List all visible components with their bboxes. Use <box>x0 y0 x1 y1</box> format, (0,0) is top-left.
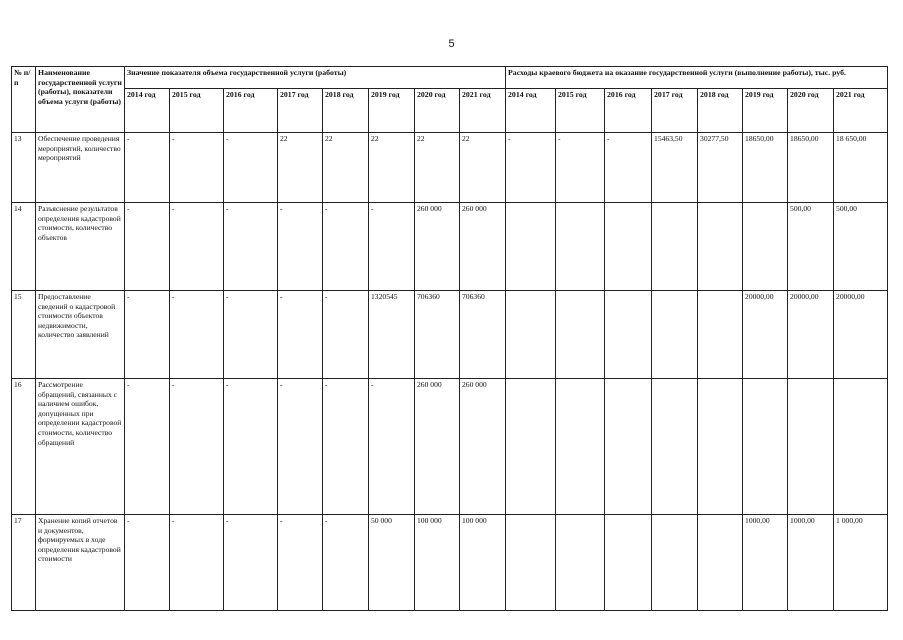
expense-cell: 20000,00 <box>788 291 834 379</box>
header-expense-year: 2018 год <box>698 89 743 133</box>
value-cell: 22 <box>278 133 323 203</box>
header-value-year: 2017 год <box>278 89 323 133</box>
expense-cell <box>556 379 605 515</box>
expense-cell <box>506 291 556 379</box>
header-value-year: 2015 год <box>170 89 224 133</box>
value-cell: - <box>125 291 170 379</box>
value-cell: 22 <box>415 133 460 203</box>
header-expense-year: 2016 год <box>605 89 652 133</box>
expense-cell: - <box>506 133 556 203</box>
value-cell: - <box>323 291 369 379</box>
value-cell: 706360 <box>415 291 460 379</box>
header-name: Наименование государственной услуги (работы), показатели объема услуги (работы) <box>36 67 125 133</box>
expense-cell <box>698 291 743 379</box>
expense-cell: 15463,50 <box>652 133 698 203</box>
page-number: 5 <box>448 38 455 50</box>
expense-cell <box>834 379 888 515</box>
table-row <box>12 291 888 379</box>
value-cell: 260 000 <box>460 379 506 515</box>
expense-cell <box>605 203 652 291</box>
value-cell: - <box>170 203 224 291</box>
header-no: № п/п <box>12 67 36 133</box>
value-cell: - <box>369 379 415 515</box>
expense-cell: 1000,00 <box>788 515 834 611</box>
value-cell: 1320545 <box>369 291 415 379</box>
table-row <box>12 133 888 203</box>
header-expense-year: 2019 год <box>743 89 788 133</box>
value-cell: 100 000 <box>415 515 460 611</box>
value-cell: 260 000 <box>415 379 460 515</box>
row-number: 16 <box>12 379 36 515</box>
table-row <box>12 515 888 611</box>
row-number: 14 <box>12 203 36 291</box>
expense-cell: 18 650,00 <box>834 133 888 203</box>
header-value-year: 2018 год <box>323 89 369 133</box>
row-name: Разъяснение результатов определения кадастровой стоимости, количество объектов <box>36 203 125 291</box>
value-cell: - <box>170 133 224 203</box>
expense-cell <box>652 379 698 515</box>
expense-cell: - <box>605 133 652 203</box>
value-cell: 706360 <box>460 291 506 379</box>
header-expense-year: 2020 год <box>788 89 834 133</box>
header-value-year: 2020 год <box>415 89 460 133</box>
value-cell: 260 000 <box>460 203 506 291</box>
value-cell: - <box>125 133 170 203</box>
expense-cell: - <box>556 133 605 203</box>
value-cell: - <box>323 203 369 291</box>
expense-cell: 18650,00 <box>743 133 788 203</box>
value-cell: 22 <box>460 133 506 203</box>
expense-cell: 500,00 <box>834 203 888 291</box>
row-number: 15 <box>12 291 36 379</box>
value-cell: - <box>125 515 170 611</box>
expense-cell: 1 000,00 <box>834 515 888 611</box>
expense-cell: 20000,00 <box>834 291 888 379</box>
value-cell: - <box>278 379 323 515</box>
value-cell: 22 <box>369 133 415 203</box>
value-cell: 100 000 <box>460 515 506 611</box>
expense-cell <box>556 291 605 379</box>
expense-cell: 500,00 <box>788 203 834 291</box>
expense-cell <box>506 379 556 515</box>
expense-cell <box>743 203 788 291</box>
row-name: Обеспечение проведения мероприятий, количество мероприятий <box>36 133 125 203</box>
expense-cell <box>605 291 652 379</box>
expense-cell <box>652 515 698 611</box>
header-group-expenses: Расходы краевого бюджета на оказание государственной услуги (выполнение работы), тыс. руб. <box>506 67 888 89</box>
expense-cell <box>652 203 698 291</box>
header-value-year: 2016 год <box>224 89 278 133</box>
value-cell: - <box>224 291 278 379</box>
row-name: Хранение копий отчетов и документов, формируемых в ходе определения кадастровой стоимости <box>36 515 125 611</box>
row-number: 13 <box>12 133 36 203</box>
value-cell: - <box>224 203 278 291</box>
value-cell: - <box>224 133 278 203</box>
expense-cell <box>556 203 605 291</box>
expense-cell <box>788 379 834 515</box>
table-row <box>12 203 888 291</box>
value-cell: - <box>224 515 278 611</box>
expense-cell: 1000,00 <box>743 515 788 611</box>
value-cell: - <box>170 291 224 379</box>
expense-cell <box>605 515 652 611</box>
value-cell: - <box>278 291 323 379</box>
header-value-year: 2014 год <box>125 89 170 133</box>
value-cell: - <box>369 203 415 291</box>
expense-cell <box>698 203 743 291</box>
header-expense-year: 2014 год <box>506 89 556 133</box>
value-cell: 50 000 <box>369 515 415 611</box>
expense-cell <box>698 379 743 515</box>
header-value-year: 2019 год <box>369 89 415 133</box>
value-cell: - <box>278 515 323 611</box>
header-expense-year: 2015 год <box>556 89 605 133</box>
value-cell: - <box>125 203 170 291</box>
value-cell: - <box>323 379 369 515</box>
value-cell: - <box>224 379 278 515</box>
value-cell: - <box>125 379 170 515</box>
budget-table <box>11 66 888 611</box>
row-name: Предоставление сведений о кадастровой стоимости объектов недвижимости, количество заявлений <box>36 291 125 379</box>
expense-cell: 18650,00 <box>788 133 834 203</box>
expense-cell <box>743 379 788 515</box>
expense-cell <box>506 515 556 611</box>
expense-cell <box>506 203 556 291</box>
value-cell: - <box>170 515 224 611</box>
value-cell: - <box>170 379 224 515</box>
value-cell: - <box>278 203 323 291</box>
row-number: 17 <box>12 515 36 611</box>
expense-cell: 20000,00 <box>743 291 788 379</box>
header-value-year: 2021 год <box>460 89 506 133</box>
expense-cell <box>605 379 652 515</box>
value-cell: 22 <box>323 133 369 203</box>
expense-cell: 30277,50 <box>698 133 743 203</box>
header-expense-year: 2021 год <box>834 89 888 133</box>
header-expense-year: 2017 год <box>652 89 698 133</box>
expense-cell <box>556 515 605 611</box>
table-row <box>12 379 888 515</box>
value-cell: - <box>323 515 369 611</box>
expense-cell <box>698 515 743 611</box>
expense-cell <box>652 291 698 379</box>
header-group-values: Значение показателя объема государственной услуги (работы) <box>125 67 506 89</box>
value-cell: 260 000 <box>415 203 460 291</box>
row-name: Рассмотрение обращений, связанных с наличием ошибок, допущенных при определении кадастровой стоимости, количество обращений <box>36 379 125 515</box>
